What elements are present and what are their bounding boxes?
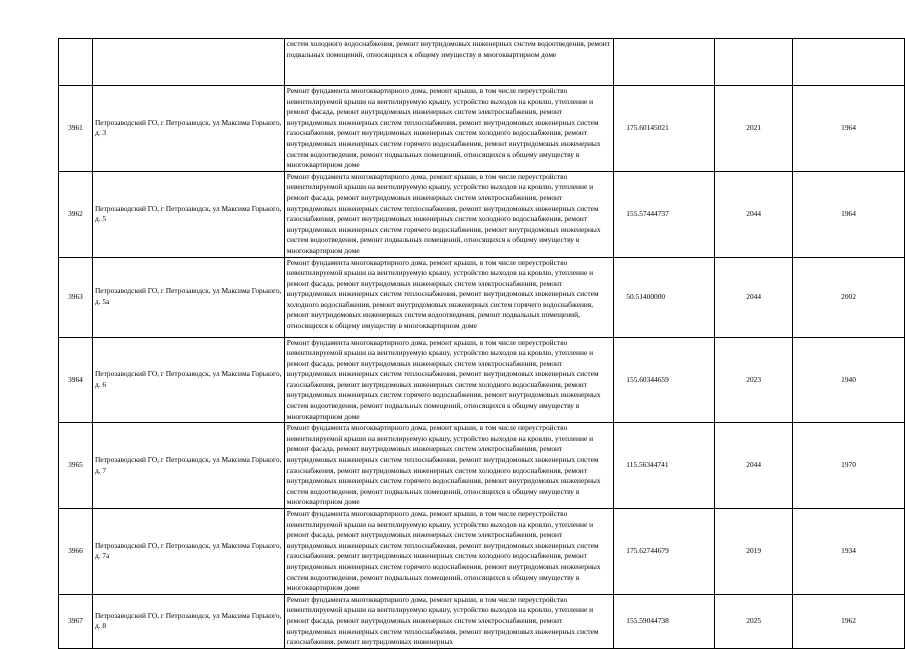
cell-works: Ремонт фундамента многоквартирного дома, ремонт крыши, в том числе переустройство невентилируемой крыши на вентилируемую крышу, устройство выходов на кровлю, утепление и ремонт фасада, ремонт внутридомовых инженерных систем электроснабжения, ремонт внутридомовых инженерных систем теплоснабжения, ремонт внутридомовых инженерных систем холодного водоснабжения, ремонт внутридомовых инженерных систем горячего водоснабжения, ремонт внутридомовых инженерных систем водоотведения, ремонт подвальных помещений, относящихся к общему имуществу в многоквартирном доме bbox=[284, 257, 614, 337]
cell-address bbox=[92, 39, 284, 86]
cell-cost: 155.57444737 bbox=[614, 171, 715, 257]
cell-cost: 155.60344659 bbox=[614, 337, 715, 423]
cell-works: Ремонт фундамента многоквартирного дома, ремонт крыши, в том числе переустройство невентилируемой крыши на вентилируемую крышу, устройство выходов на кровлю, утепление и ремонт фасада, ремонт внутридомовых инженерных систем электроснабжения, ремонт внутридомовых инженерных систем теплоснабжения, ремонт внутридомовых инженерных систем газоснабжения, ремонт внутридомовых инженерных систем холодного водоснабжения, ремонт внутридомовых инженерных систем горячего водоснабжения, ремонт внутридомовых инженерных систем водоотведения, ремонт подвальных помещений, относящихся к общему имуществу в многоквартирном доме bbox=[284, 423, 614, 509]
capital-repair-table bbox=[58, 38, 905, 649]
cell-number: 3961 bbox=[59, 86, 93, 172]
cell-number: 3962 bbox=[59, 171, 93, 257]
cell-cost: 175.60145021 bbox=[614, 86, 715, 172]
cell-number: 3965 bbox=[59, 423, 93, 509]
cell-address: Петрозаводский ГО, г Петрозаводск, ул Максима Горького, д. 7 bbox=[92, 423, 284, 509]
cell-works: Ремонт фундамента многоквартирного дома, ремонт крыши, в том числе переустройство невентилируемой крыши на вентилируемую крышу, устройство выходов на кровлю, утепление и ремонт фасада, ремонт внутридомовых инженерных систем электроснабжения, ремонт внутридомовых инженерных систем теплоснабжения, ремонт внутридомовых инженерных систем газоснабжения, ремонт внутридомовых инженерных систем холодного водоснабжения, ремонт внутридомовых инженерных систем горячего водоснабжения, ремонт внутридомовых инженерных систем водоотведения, ремонт подвальных помещений, относящихся к общему имуществу в многоквартирном доме bbox=[284, 337, 614, 423]
cell-build-year: 2002 bbox=[793, 257, 905, 337]
cell-cost: 50.51400000 bbox=[614, 257, 715, 337]
table-row bbox=[59, 86, 905, 172]
cell-cost bbox=[614, 39, 715, 86]
cell-number: 3963 bbox=[59, 257, 93, 337]
cell-number: 3964 bbox=[59, 337, 93, 423]
cell-cost: 155.59044738 bbox=[614, 594, 715, 648]
table-row bbox=[59, 594, 905, 648]
cell-number: 3967 bbox=[59, 594, 93, 648]
cell-works: Ремонт фундамента многоквартирного дома, ремонт крыши, в том числе переустройство невентилируемой крыши на вентилируемую крышу, устройство выходов на кровлю, утепление и ремонт фасада, ремонт внутридомовых инженерных систем электроснабжения, ремонт внутридомовых инженерных систем теплоснабжения, ремонт внутридомовых инженерных систем газоснабжения, ремонт внутридомовых инженерных систем холодного водоснабжения, ремонт внутридомовых инженерных систем горячего водоснабжения, ремонт внутридомовых инженерных систем водоотведения, ремонт подвальных помещений, относящихся к общему имуществу в многоквартирном доме bbox=[284, 509, 614, 595]
cell-build-year: 1970 bbox=[793, 423, 905, 509]
cell-plan-year: 2044 bbox=[715, 423, 793, 509]
cell-build-year: 1962 bbox=[793, 594, 905, 648]
cell-address: Петрозаводский ГО, г Петрозаводск, ул Максима Горького, д. 5 bbox=[92, 171, 284, 257]
table-row bbox=[59, 423, 905, 509]
cell-plan-year: 2025 bbox=[715, 594, 793, 648]
cell-plan-year: 2019 bbox=[715, 509, 793, 595]
table-row bbox=[59, 337, 905, 423]
cell-plan-year: 2044 bbox=[715, 257, 793, 337]
cell-works: Ремонт фундамента многоквартирного дома, ремонт крыши, в том числе переустройство невентилируемой крыши на вентилируемую крышу, устройство выходов на кровлю, утепление и ремонт фасада, ремонт внутридомовых инженерных систем электроснабжения, ремонт внутридомовых инженерных систем теплоснабжения, ремонт внутридомовых инженерных систем газоснабжения, ремонт внутридомовых инженерных систем холодного водоснабжения, ремонт внутридомовых инженерных систем горячего водоснабжения, ремонт внутридомовых инженерных систем водоотведения, ремонт подвальных помещений, относящихся к общему имуществу в многоквартирном доме bbox=[284, 171, 614, 257]
cell-build-year: 1964 bbox=[793, 86, 905, 172]
cell-cost: 115.56344741 bbox=[614, 423, 715, 509]
cell-address: Петрозаводский ГО, г Петрозаводск, ул Максима Горького, д. 6 bbox=[92, 337, 284, 423]
cell-works: систем холодного водоснабжения, ремонт внутридомовых инженерных систем водоотведения, ремонт подвальных помещений, относящихся к общему имуществу в многоквартирном доме bbox=[284, 39, 614, 86]
cell-works: Ремонт фундамента многоквартирного дома, ремонт крыши, в том числе переустройство невентилируемой крыши на вентилируемую крышу, устройство выходов на кровлю, утепление и ремонт фасада, ремонт внутридомовых инженерных систем электроснабжения, ремонт внутридомовых инженерных систем теплоснабжения, ремонт внутридомовых инженерных систем газоснабжения, ремонт внутридомовых инженерных bbox=[284, 594, 614, 648]
cell-address: Петрозаводский ГО, г Петрозаводск, ул Максима Горького, д. 7а bbox=[92, 509, 284, 595]
cell-works: Ремонт фундамента многоквартирного дома, ремонт крыши, в том числе переустройство невентилируемой крыши на вентилируемую крышу, устройство выходов на кровлю, утепление и ремонт фасада, ремонт внутридомовых инженерных систем электроснабжения, ремонт внутридомовых инженерных систем теплоснабжения, ремонт внутридомовых инженерных систем газоснабжения, ремонт внутридомовых инженерных систем холодного водоснабжения, ремонт внутридомовых инженерных систем горячего водоснабжения, ремонт внутридомовых инженерных систем водоотведения, ремонт подвальных помещений, относящихся к общему имуществу в многоквартирном доме bbox=[284, 86, 614, 172]
cell-number: 3966 bbox=[59, 509, 93, 595]
cell-build-year: 1934 bbox=[793, 509, 905, 595]
table-row bbox=[59, 171, 905, 257]
cell-build-year: 1964 bbox=[793, 171, 905, 257]
cell-number bbox=[59, 39, 93, 86]
cell-address: Петрозаводский ГО, г Петрозаводск, ул Максима Горького, д. 3 bbox=[92, 86, 284, 172]
table-row-continuation bbox=[59, 39, 905, 86]
cell-address: Петрозаводский ГО, г Петрозаводск, ул Максима Горького, д. 5а bbox=[92, 257, 284, 337]
cell-address: Петрозаводский ГО, г Петрозаводск, ул Максима Горького, д. 8 bbox=[92, 594, 284, 648]
cell-plan-year: 2044 bbox=[715, 171, 793, 257]
cell-plan-year: 2021 bbox=[715, 86, 793, 172]
cell-build-year bbox=[793, 39, 905, 86]
table-row bbox=[59, 509, 905, 595]
cell-plan-year bbox=[715, 39, 793, 86]
cell-cost: 175.62744679 bbox=[614, 509, 715, 595]
table-row bbox=[59, 257, 905, 337]
cell-plan-year: 2023 bbox=[715, 337, 793, 423]
cell-build-year: 1940 bbox=[793, 337, 905, 423]
